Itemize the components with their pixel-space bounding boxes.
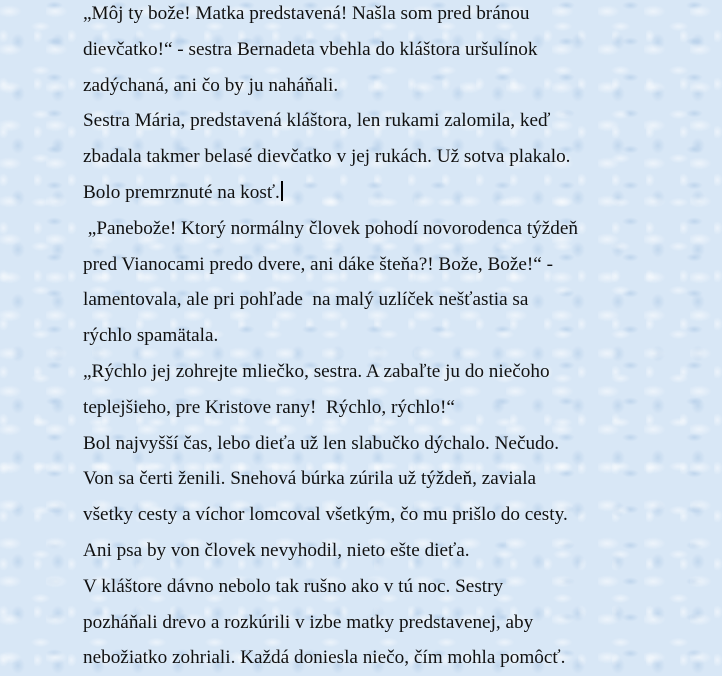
- text-line-16: Ani psa by von človek nevyhodil, nieto ešte dieťa.: [83, 539, 470, 561]
- text-line-11: „Rýchlo jej zohrejte mliečko, sestra. A zabaľte ju do niečoho: [83, 360, 550, 382]
- text-line-10: rýchlo spamätala.: [83, 325, 219, 347]
- text-line-13: Bol najvyšší čas, lebo dieťa už len slabučko dýchalo. Nečudo.: [83, 432, 560, 454]
- text-cursor: [281, 181, 283, 201]
- text-line-14: Von sa čerti ženili. Snehová búrka zúrila už týždeň, zaviala: [83, 468, 537, 490]
- text-line-19: nebožiatko zohriali. Každá doniesla niečo, čím mohla pomôcť.: [83, 647, 566, 669]
- text-line-3: zadýchaná, ani čo by ju naháňali.: [83, 74, 339, 96]
- text-line-6-content: Bolo premrznuté na kosť.: [83, 181, 280, 203]
- document-text[interactable]: [83, 0, 703, 676]
- text-line-1: „Môj ty bože! Matka predstavená! Našla som pred bránou: [83, 3, 530, 24]
- text-line-8: pred Vianocami predo dvere, ani dáke šteňa?! Bože, Bože!“ -: [83, 253, 553, 275]
- text-line-9: lamentovala, ale pri pohľade na malý uzlíček nešťastia sa: [83, 289, 529, 311]
- text-line-12: teplejšieho, pre Kristove rany! Rýchlo, rýchlo!“: [83, 396, 455, 418]
- text-line-4: Sestra Mária, predstavená kláštora, len rukami zalomila, keď: [83, 110, 551, 132]
- text-line-5: zbadala takmer belasé dievčatko v jej rukách. Už sotva plakalo.: [83, 146, 571, 168]
- text-line-17: V kláštore dávno nebolo tak rušno ako v tú noc. Sestry: [83, 575, 504, 597]
- text-line-6: [83, 175, 703, 211]
- text-line-2: dievčatko!“ - sestra Bernadeta vbehla do kláštora uršulínok: [83, 38, 538, 60]
- text-line-15: všetky cesty a víchor lomcoval všetkým, čo mu prišlo do cesty.: [83, 504, 568, 526]
- text-line-7: „Panebože! Ktorý normálny človek pohodí novorodenca týždeň: [83, 217, 578, 239]
- text-line-18: pozháňali drevo a rozkúrili v izbe matky predstavenej, aby: [83, 611, 534, 633]
